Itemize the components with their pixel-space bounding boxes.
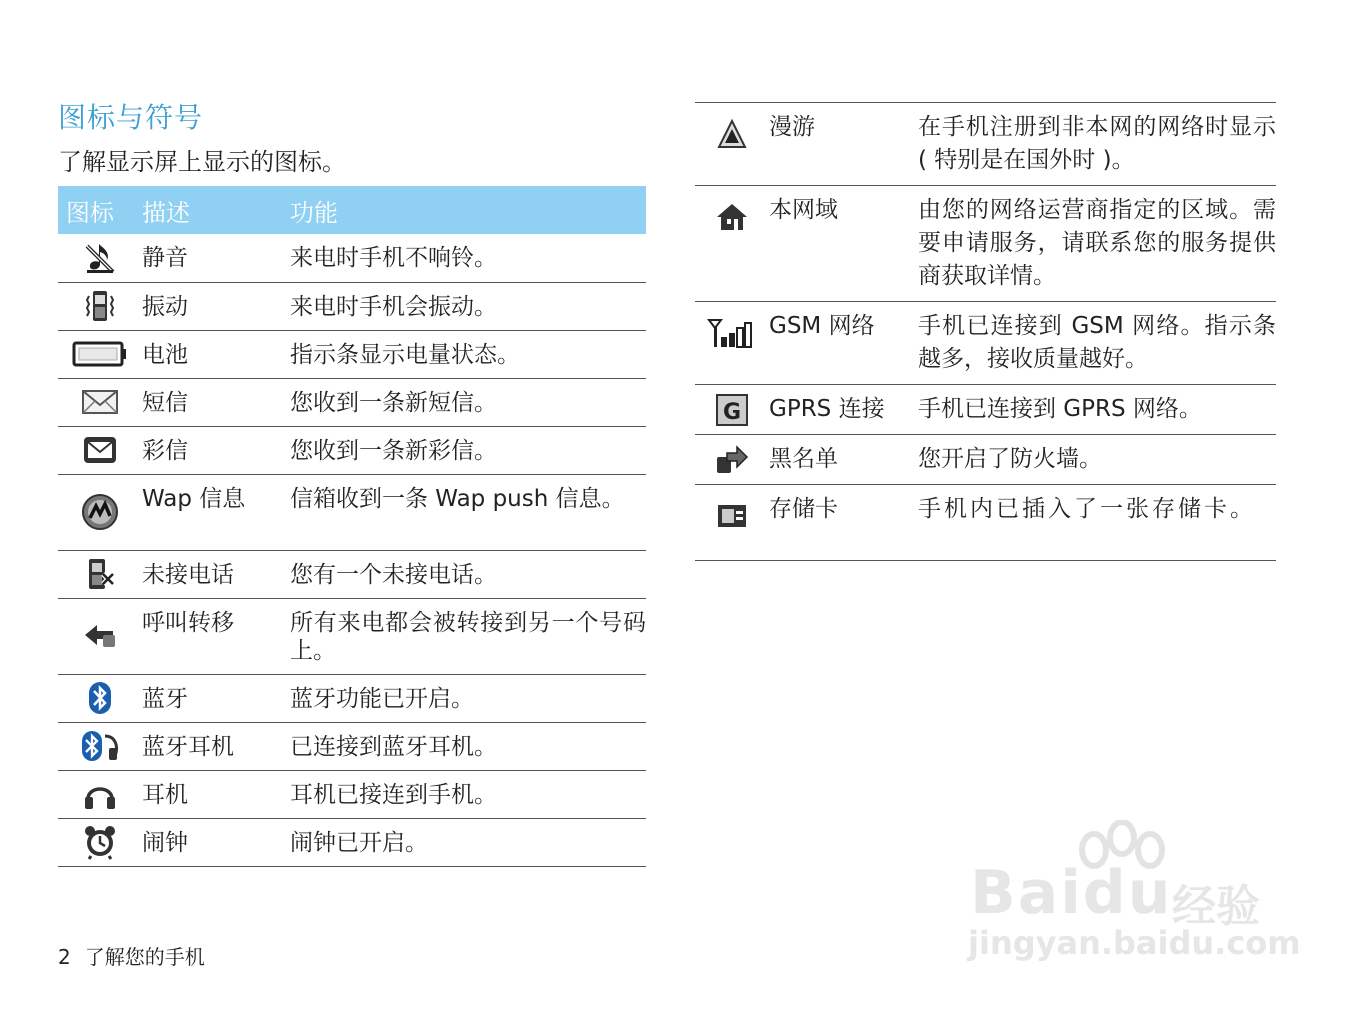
table-row bbox=[58, 378, 646, 426]
svg-text:G: G bbox=[722, 400, 742, 425]
desc-cell: 短信 bbox=[142, 378, 290, 426]
icon-cell bbox=[695, 103, 769, 186]
table-row bbox=[58, 330, 646, 378]
func-cell: 耳机已接连到手机。 bbox=[290, 770, 646, 818]
memory-card-icon bbox=[715, 501, 749, 531]
bluetooth-headset-icon bbox=[79, 728, 121, 764]
wap-icon bbox=[80, 492, 120, 532]
func-cell: 闹钟已开启。 bbox=[290, 818, 646, 866]
header-func: 功能 bbox=[290, 186, 646, 234]
table-row bbox=[695, 435, 1276, 485]
func-cell: 蓝牙功能已开启。 bbox=[290, 674, 646, 722]
table-row bbox=[695, 385, 1276, 435]
table-row bbox=[695, 302, 1276, 385]
desc-cell: 耳机 bbox=[142, 770, 290, 818]
func-cell: 您收到一条新短信。 bbox=[290, 378, 646, 426]
bluetooth-icon bbox=[86, 680, 114, 716]
header-icon: 图标 bbox=[58, 186, 142, 234]
table-row bbox=[58, 282, 646, 330]
gprs-icon bbox=[715, 393, 749, 427]
table-row bbox=[58, 598, 646, 674]
table-row bbox=[695, 186, 1276, 302]
desc-cell: 振动 bbox=[142, 282, 290, 330]
table-row bbox=[58, 474, 646, 550]
table-row bbox=[58, 722, 646, 770]
call-forward-icon bbox=[81, 619, 119, 653]
icon-cell bbox=[58, 550, 142, 598]
desc-cell: 电池 bbox=[142, 330, 290, 378]
watermark-url: jingyan.baidu.com bbox=[968, 924, 1301, 962]
icon-cell bbox=[58, 330, 142, 378]
missed-call-icon bbox=[83, 556, 117, 592]
blacklist-icon bbox=[713, 443, 751, 477]
mute-icon bbox=[83, 240, 117, 276]
desc-cell: 彩信 bbox=[142, 426, 290, 474]
func-cell: 您有一个未接电话。 bbox=[290, 550, 646, 598]
alarm-icon bbox=[83, 824, 117, 860]
func-cell: 来电时手机会振动。 bbox=[290, 282, 646, 330]
desc-cell: 蓝牙 bbox=[142, 674, 290, 722]
table-row bbox=[58, 818, 646, 866]
sms-icon bbox=[80, 387, 120, 417]
icon-cell bbox=[58, 426, 142, 474]
desc-cell: 黑名单 bbox=[769, 435, 918, 485]
func-cell: 您收到一条新彩信。 bbox=[290, 426, 646, 474]
icon-cell bbox=[58, 598, 142, 674]
page-footer bbox=[58, 941, 205, 970]
desc-cell: Wap 信息 bbox=[142, 474, 290, 550]
icon-cell bbox=[695, 435, 769, 485]
watermark-sub: 经验 bbox=[1172, 881, 1260, 932]
table-row bbox=[58, 426, 646, 474]
gsm-signal-icon bbox=[707, 317, 757, 349]
icon-cell bbox=[58, 674, 142, 722]
func-cell: 信箱收到一条 Wap push 信息。 bbox=[290, 474, 646, 550]
table-row bbox=[695, 485, 1276, 561]
table-row bbox=[58, 234, 646, 282]
page-title: 图标与符号 bbox=[58, 101, 204, 134]
func-cell: 由您的网络运营商指定的区域。需要申请服务，请联系您的服务提供商获取详情。 bbox=[918, 186, 1276, 302]
desc-cell: 静音 bbox=[142, 234, 290, 282]
desc-cell: GPRS 连接 bbox=[769, 385, 918, 435]
home-zone-icon bbox=[714, 201, 750, 233]
func-cell: 您开启了防火墙。 bbox=[918, 435, 1276, 485]
func-cell: 所有来电都会被转接到另一个号码上。 bbox=[290, 598, 646, 674]
func-cell: 已连接到蓝牙耳机。 bbox=[290, 722, 646, 770]
icon-cell bbox=[58, 234, 142, 282]
func-cell: 在手机注册到非本网的网络时显示 ( 特别是在国外时 )。 bbox=[918, 103, 1276, 186]
icon-cell bbox=[58, 722, 142, 770]
battery-icon bbox=[72, 339, 128, 369]
icon-cell bbox=[58, 770, 142, 818]
desc-cell: 存储卡 bbox=[769, 485, 918, 561]
page-number: 2 bbox=[58, 945, 71, 969]
table-header-row bbox=[58, 186, 646, 234]
icon-cell bbox=[695, 385, 769, 435]
desc-cell: 闹钟 bbox=[142, 818, 290, 866]
icon-cell bbox=[58, 474, 142, 550]
desc-cell: 呼叫转移 bbox=[142, 598, 290, 674]
headset-icon bbox=[82, 777, 118, 811]
mms-icon bbox=[80, 434, 120, 466]
icon-table-left bbox=[58, 186, 646, 867]
func-cell: 手机已连接到 GSM 网络。指示条越多，接收质量越好。 bbox=[918, 302, 1276, 385]
table-row bbox=[58, 674, 646, 722]
table-row bbox=[695, 103, 1276, 186]
desc-cell: 蓝牙耳机 bbox=[142, 722, 290, 770]
func-cell: 手机已连接到 GPRS 网络。 bbox=[918, 385, 1276, 435]
table-row bbox=[58, 770, 646, 818]
func-cell: 来电时手机不响铃。 bbox=[290, 234, 646, 282]
watermark-brand: Baidu bbox=[970, 858, 1173, 928]
table-row bbox=[58, 550, 646, 598]
func-cell: 手机内已插入了一张存储卡。 bbox=[918, 485, 1276, 561]
desc-cell: 未接电话 bbox=[142, 550, 290, 598]
roaming-icon bbox=[716, 118, 748, 150]
icon-table-right bbox=[695, 102, 1276, 561]
desc-cell: 漫游 bbox=[769, 103, 918, 186]
icon-cell bbox=[58, 818, 142, 866]
icon-cell bbox=[58, 378, 142, 426]
header-desc: 描述 bbox=[142, 186, 290, 234]
icon-cell bbox=[695, 302, 769, 385]
func-cell: 指示条显示电量状态。 bbox=[290, 330, 646, 378]
intro-text: 了解显示屏上显示的图标。 bbox=[58, 148, 346, 176]
vibrate-icon bbox=[82, 288, 118, 324]
section-name: 了解您的手机 bbox=[84, 945, 205, 969]
desc-cell: GSM 网络 bbox=[769, 302, 918, 385]
icon-cell bbox=[695, 186, 769, 302]
baidu-watermark bbox=[962, 820, 1301, 970]
desc-cell: 本网域 bbox=[769, 186, 918, 302]
icon-cell bbox=[58, 282, 142, 330]
icon-cell bbox=[695, 485, 769, 561]
